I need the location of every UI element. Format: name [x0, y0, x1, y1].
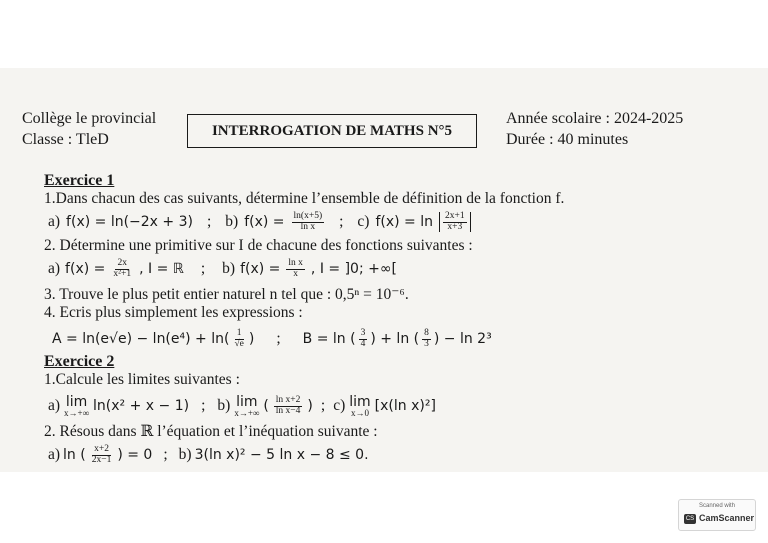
- exercise-2-title: Exercice 2: [44, 353, 115, 370]
- ex1-q1-functions: [48, 210, 471, 234]
- exercise-1-title: Exercice 1: [44, 172, 115, 189]
- item-label: b): [225, 213, 239, 230]
- math-expression: (: [263, 398, 269, 414]
- math-expression: f(x) =: [240, 261, 281, 277]
- separator: ;: [276, 330, 281, 347]
- math-expression: f(x) =: [65, 261, 106, 277]
- math-expression: [x(ln x)²]: [374, 398, 436, 414]
- limit-operator: lim x→+∞: [64, 393, 90, 418]
- fraction: $\frac{\ln(x+5)}{\text{ln x}}$: [293, 210, 323, 232]
- limit-operator: lim x→+∞: [234, 393, 260, 418]
- separator: ;: [201, 397, 206, 414]
- math-expression: ): [248, 331, 255, 347]
- watermark-brand: CamScanner: [699, 513, 755, 523]
- math-expression: 3(ln x)² − 5 ln x − 8 ≤ 0.: [194, 447, 369, 463]
- math-expression: ln (: [63, 447, 86, 463]
- ex1-q2-functions: [48, 256, 397, 282]
- item-label: a): [48, 446, 61, 463]
- math-expression: B = ln (: [302, 331, 356, 347]
- class-label: Classe : TleD: [22, 131, 109, 148]
- exam-title: INTERROGATION DE MATHS N°5: [211, 122, 453, 139]
- fraction: $\frac{8}{3}$: [424, 327, 429, 349]
- ex2-q2-equations: [48, 441, 369, 469]
- math-expression: ln(x² + x − 1): [93, 398, 190, 414]
- ex1-question-4: 4. Ecris plus simplement les expressions :: [44, 304, 303, 321]
- fraction: $\frac{2x}{\text{x²+1}}$: [113, 257, 132, 279]
- fraction: $\frac{\text{ln x}}{x}$: [288, 257, 303, 279]
- school-year: Année scolaire : 2024-2025: [506, 110, 684, 127]
- item-label: c): [333, 397, 346, 414]
- item-label: a): [48, 397, 61, 414]
- separator: ;: [339, 213, 344, 230]
- separator: ;: [200, 260, 206, 277]
- fraction: $\frac{3}{4}$: [360, 327, 366, 349]
- fraction: $\frac{2x+1}{x+3}$: [445, 210, 465, 232]
- ex1-question-3: 3. Trouve le plus petit entier naturel n tel que : 0,5ⁿ = 10⁻⁶.: [44, 286, 409, 303]
- limit-operator: lim x→0: [349, 393, 371, 418]
- item-label: b): [178, 446, 192, 463]
- item-label: a): [48, 213, 61, 230]
- camscanner-watermark: [678, 499, 756, 531]
- exam-title-box: [187, 114, 477, 148]
- duration: Durée : 40 minutes: [506, 131, 629, 148]
- school-name: Collège le provincial: [22, 110, 157, 127]
- math-expression: f(x) = ln(−2x + 3): [66, 214, 193, 230]
- interval: , I = ]0; +∞[: [310, 261, 397, 277]
- separator: ;: [163, 446, 168, 463]
- ex2-q1-limits: [48, 391, 436, 421]
- item-label: c): [357, 213, 370, 230]
- separator: ;: [320, 397, 326, 414]
- absolute-value: [439, 212, 471, 233]
- ex2-question-1: 1.Calcule les limites suivantes :: [44, 371, 240, 388]
- fraction: $\frac{1}{√e}$: [234, 327, 244, 349]
- watermark-caption: Scanned with: [698, 503, 736, 509]
- math-expression: ) + ln (: [370, 331, 420, 347]
- ex1-question-2: 2. Détermine une primitive sur I de chacune des fonctions suivantes :: [44, 237, 473, 254]
- item-label: b): [222, 260, 236, 277]
- math-expression: A = ln(e√e) − ln(e⁴) + ln(: [52, 331, 230, 347]
- math-expression: ): [307, 398, 313, 414]
- fraction: $\frac{x+2}{2x-1}$: [91, 443, 112, 465]
- ex2-question-2: 2. Résous dans ℝ l’équation et l’inéquation suivante :: [44, 423, 378, 440]
- math-expression: f(x) = ln: [375, 214, 433, 230]
- ex1-q4-expressions: [52, 324, 492, 354]
- item-label: b): [217, 397, 231, 414]
- ex1-question-1: 1.Dans chacun des cas suivants, détermine l’ensemble de définition de la fonction f.: [44, 190, 565, 207]
- camscanner-logo-icon: CS: [685, 516, 695, 522]
- math-expression: f(x) =: [244, 214, 285, 230]
- math-expression: ) − ln 2³: [433, 331, 492, 347]
- math-expression: ) = 0: [117, 447, 153, 463]
- fraction: $\frac{\text{ln x+2}}{\text{ln x−4}}$: [275, 394, 301, 416]
- item-label: a): [48, 260, 61, 277]
- interval: , I = ℝ: [139, 261, 184, 277]
- separator: ;: [206, 213, 212, 230]
